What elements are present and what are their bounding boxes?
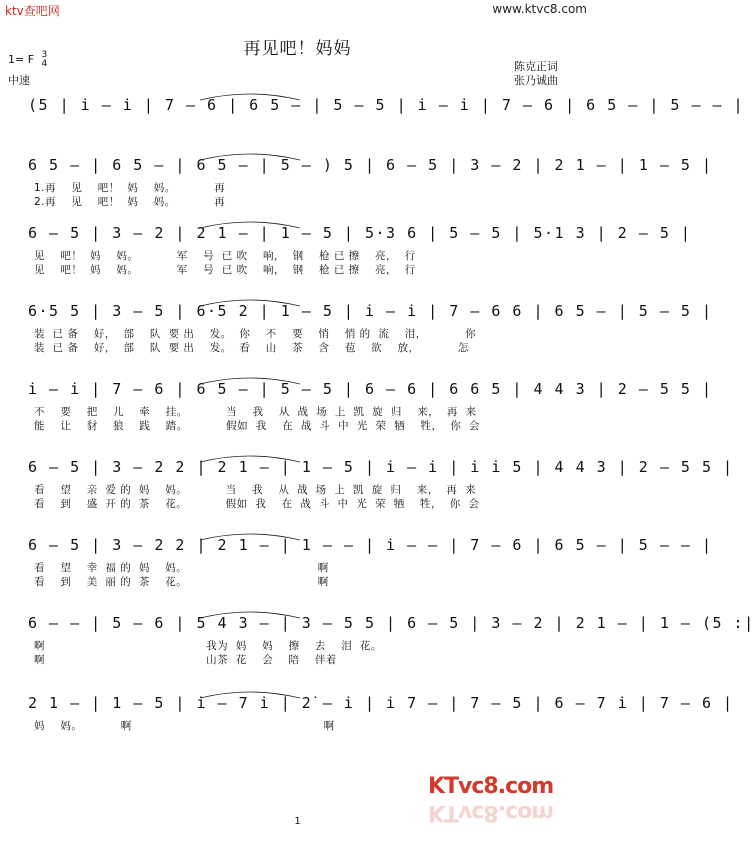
- time-numerator: 3: [41, 50, 48, 60]
- jianpu-notes: (5 | i̇ – i̇ | 7 – 6 | 6 5 – | 5 – 5 | i̇ – i̇ | 7 – 6 | 6 5 – | 5 – – |: [28, 96, 745, 114]
- jianpu-notes: 6 5 – | 6 5 – | 6 5 – | 5 – ) 5 | 6 – 5 | 3 – 2 | 2 1 – | 1 – 5 |: [28, 156, 713, 174]
- lyric-line: 看 到 盛 开 的 茶 花。 假如 我 在 战 斗 中 光 荣 牺 牲， 你 会: [34, 498, 480, 510]
- lyric-line: 能 让 豺 狼 践 踏。 假如 我 在 战 斗 中 光 荣 牺 牲， 你 会: [34, 420, 480, 432]
- slur-marks: [0, 86, 595, 106]
- slur-arc: [200, 456, 300, 462]
- jianpu-notes: 6 – 5 | 3 – 2 2 | 2 1 – | 1 – 5 | i̇ – i̇ | i̇ i̇ 5 | 4 4 3 | 2 – 5 5 |: [28, 458, 734, 476]
- composer: 张乃诚曲: [514, 74, 558, 87]
- slur-marks: [0, 370, 595, 390]
- key-signature: [8, 51, 47, 69]
- lyric-line: 不 要 把 儿 牵 挂。 当 我 从 战 场 上 凯 旋 归 来， 再 来: [34, 406, 477, 418]
- lyric-line: 啊 我为 妈 妈 擦 去 泪 花。: [34, 640, 382, 652]
- slur-arc: [200, 154, 300, 160]
- lyric-line: 装 已 备 好， 部 队 要 出 发。 看 山 茶 含 苞 欲 放， 怎: [34, 342, 469, 354]
- lyric-line: 2.再 见 吧！ 妈 妈。 再: [34, 196, 226, 208]
- lyric-line: 见 吧！ 妈 妈。 军 号 已 吹 响， 钢 枪 已 擦 亮， 行: [34, 250, 416, 262]
- slur-arc: [200, 612, 300, 618]
- slur-marks: [0, 684, 595, 704]
- notation-line-2: [0, 156, 713, 178]
- jianpu-notes: 2 1 – | 1 – 5 | i̇ – 7 i̇ | 2̇ – i̇ | i̇ 7 – | 7 – 5 | 6 – 7 i̇ | 7 – 6 |: [28, 694, 734, 712]
- notation-line-8: [0, 614, 755, 636]
- notation-line-5: [0, 380, 713, 402]
- site-logo-reflection: KTvc8.com: [428, 800, 554, 825]
- lyric-line: 啊 山茶 花 会 陪 伴着: [34, 654, 337, 666]
- jianpu-notes: 6 – – | 5 – 6 | 5 4 3 – | 3 – 5 5 | 6 – 5 | 3 – 2 | 2 1 – | 1 – (5 :|: [28, 614, 755, 632]
- lyric-line: 看 望 幸 福 的 妈 妈。 啊: [34, 562, 329, 574]
- lyric-line: 见 吧！ 妈 妈。 军 号 已 吹 响， 钢 枪 已 擦 亮， 行: [34, 264, 416, 276]
- slur-marks: [0, 146, 595, 166]
- slur-arc: [200, 300, 300, 306]
- slur-marks: [0, 448, 595, 468]
- slur-arc: [200, 534, 300, 540]
- song-title: 再见吧！妈妈: [243, 39, 352, 59]
- jianpu-notes: 6·5 5 | 3 – 5 | 6·5 2 | 1 – 5 | i̇ – i̇ | 7 – 6 6 | 6 5 – | 5 – 5 |: [28, 302, 713, 320]
- jianpu-notes: 6 – 5 | 3 – 2 2 | 2 1 – | 1 – – | i̇ – – | 7 – 6 | 6 5 – | 5 – – |: [28, 536, 713, 554]
- lyricist: 陈克正词: [514, 60, 558, 73]
- lyric-line: 1.再 见 吧！ 妈 妈。 再: [34, 182, 226, 194]
- jianpu-notes: i̇ – i̇ | 7 – 6 | 6 5 – | 5 – 5 | 6 – 6 | 6 6 5 | 4 4 3 | 2 – 5 5 |: [28, 380, 713, 398]
- lyric-line: 装 已 备 好， 部 队 要 出 发。 你 不 要 悄 悄 的 流 泪， 你: [34, 328, 477, 340]
- page-number: 1: [294, 816, 301, 827]
- site-watermark-right: www.ktvc8.com: [492, 2, 587, 16]
- slur-marks: [0, 526, 595, 546]
- slur-marks: [0, 292, 595, 312]
- notation-line-1: [0, 96, 745, 118]
- tempo-mark: 中速: [8, 74, 30, 87]
- site-watermark-left: ktv查吧网: [5, 4, 60, 18]
- notation-line-3: [0, 224, 692, 246]
- slur-arc: [200, 692, 300, 698]
- slur-marks: [0, 214, 595, 234]
- time-signature: [42, 51, 48, 69]
- slur-arc: [200, 222, 300, 228]
- slur-arc: [200, 94, 300, 100]
- notation-line-7: [0, 536, 713, 558]
- lyric-line: 看 望 亲 爱 的 妈 妈。 当 我 从 战 场 上 凯 旋 归 来， 再 来: [34, 484, 477, 496]
- key-label: 1= F: [8, 53, 35, 66]
- site-logo: KTvc8.com: [428, 774, 554, 799]
- notation-line-9: [0, 694, 734, 716]
- notation-line-4: [0, 302, 713, 324]
- notation-line-6: [0, 458, 734, 480]
- jianpu-notes: 6 – 5 | 3 – 2 | 2 1 – | 1 – 5 | 5·3 6 | 5 – 5 | 5·1 3 | 2 – 5 |: [28, 224, 692, 242]
- time-denominator: 4: [41, 59, 48, 69]
- slur-marks: [0, 604, 595, 624]
- lyric-line: 妈 妈。 啊 啊: [34, 720, 335, 732]
- slur-arc: [200, 378, 300, 384]
- lyric-line: 看 到 美 丽 的 茶 花。 啊: [34, 576, 329, 588]
